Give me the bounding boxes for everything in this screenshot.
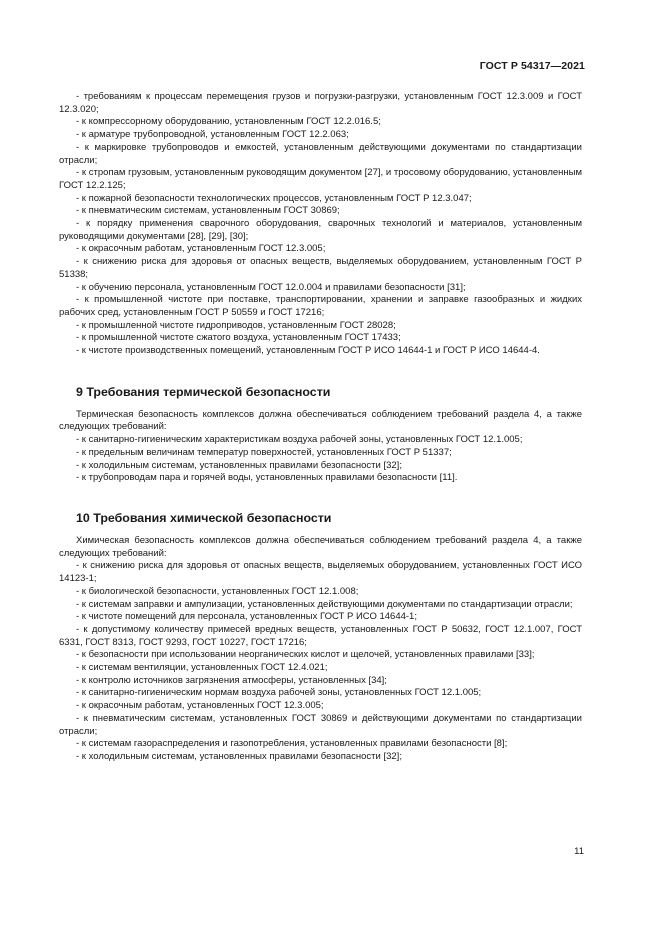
list-item: - к безопасности при использовании неорганических кислот и щелочей, установленных правилами [33];: [76, 649, 535, 661]
section-10: [59, 511, 582, 764]
list-item: - к санитарно-гигиеническим нормам воздуха рабочей зоны, установленных ГОСТ 12.1.005;: [76, 687, 482, 699]
list-item: - к промышленной чистоте при поставке, транспортировании, хранении и заправке газообразных и жидких рабочих сред, установленным ГОСТ Р 50559 и ГОСТ 17216;: [59, 294, 582, 318]
list-item: - к контролю источников загрязнения атмосферы, установленных [34];: [76, 674, 387, 686]
list-item: - к промышленной чистоте гидроприводов, установленным ГОСТ 28028;: [76, 319, 396, 331]
list-item: - к трубопроводам пара и горячей воды, установленных правилами безопасности [11].: [76, 472, 458, 484]
requirements-list-continuation: [59, 91, 582, 358]
list-item: - к снижению риска для здоровья от опасных веществ, выделяемых оборудованием, установленных ГОСТ ИСО 14123-1;: [59, 560, 582, 585]
list-item: - к холодильным системам, установленных правилами безопасности [32];: [76, 459, 402, 471]
list-item: - к пневматическим системам, установленным ГОСТ 30869;: [76, 205, 340, 217]
list-item: - к обучению персонала, установленным ГОСТ 12.0.004 и правилами безопасности [31];: [76, 281, 466, 293]
list-item: - к холодильным системам, установленных правилами безопасности [32];: [76, 750, 402, 762]
list-item: - к окрасочным работам, установленных ГОСТ 12.3.005;: [76, 700, 324, 712]
section-10-title: 10 Требования химической безопасности: [76, 510, 332, 525]
list-item: - к чистоте помещений для персонала, установленных ГОСТ Р ИСО 14644-1;: [76, 611, 417, 623]
page-number: 11: [574, 846, 584, 857]
section-10-intro: Химическая безопасность комплексов должна обеспечиваться соблюдением требований раздела 4, а также следующих требований:: [59, 534, 582, 559]
list-item: - к снижению риска для здоровья от опасных веществ, выделяемых оборудованием, установленным ГОСТ Р 51338;: [59, 256, 582, 280]
list-item: - к пожарной безопасности технологических процессов, установленным ГОСТ Р 12.3.047;: [76, 192, 472, 204]
section-9: [59, 385, 582, 485]
list-item: - к системам газораспределения и газопотребления, установленных правилами безопасности [8];: [76, 738, 508, 750]
list-item: - к промышленной чистоте сжатого воздуха, установленным ГОСТ 17433;: [76, 332, 401, 344]
section-9-title: 9 Требования термической безопасности: [76, 384, 331, 399]
list-item: - к биологической безопасности, установленных ГОСТ 12.1.008;: [76, 585, 359, 597]
section-9-intro: Термическая безопасность комплексов должна обеспечиваться соблюдением требований раздела 4, а также следующих требований:: [59, 408, 582, 433]
list-item: - требованиям к процессам перемещения грузов и погрузки-разгрузки, установленным ГОСТ 12.3.009 и ГОСТ 12.3.020;: [59, 91, 582, 115]
list-item: - к окрасочным работам, установленным ГОСТ 12.3.005;: [76, 243, 326, 255]
document-header-standard: ГОСТ Р 54317—2021: [479, 60, 585, 72]
list-item: - к системам вентиляции, установленных ГОСТ 12.4.021;: [76, 662, 328, 674]
list-item: - к компрессорному оборудованию, установленным ГОСТ 12.2.016.5;: [76, 116, 381, 128]
document-body: [59, 91, 582, 764]
list-item: - к санитарно-гигиеническим характеристикам воздуха рабочей зоны, установленных ГОСТ 12.1.005;: [76, 434, 523, 446]
list-item: - к допустимому количеству примесей вредных веществ, установленных ГОСТ Р 50632, ГОСТ 12.1.007, ГОСТ 6331, ГОСТ 8313, ГОСТ 9293, ГОСТ 10227, ГОСТ 17216;: [59, 623, 582, 648]
list-item: - к стропам грузовым, установленным руководящим документом [27], и тросовому оборудованию, установленным ГОСТ 12.2.125;: [59, 167, 582, 191]
list-item: - к пневматическим системам, установленных ГОСТ 30869 и действующими документами по стандартизации отрасли;: [59, 712, 582, 737]
list-item: - к чистоте производственных помещений, установленным ГОСТ Р ИСО 14644-1 и ГОСТ Р ИСО 14644-4.: [76, 345, 540, 357]
list-item: - к маркировке трубопроводов и емкостей, установленным действующими документами по стандартизации отрасли;: [59, 141, 582, 166]
list-item: - к арматуре трубопроводной, установленным ГОСТ 12.2.063;: [76, 129, 349, 141]
list-item: - к порядку применения сварочного оборудования, сварочных технологий и материалов, установленным руководящими документами [28], [29], [30];: [59, 218, 582, 242]
list-item: - к предельным величинам температур поверхностей, установленных ГОСТ Р 51337;: [76, 446, 452, 458]
list-item: - к системам заправки и ампулизации, установленных действующими документами по стандартизации отрасли;: [76, 598, 573, 610]
